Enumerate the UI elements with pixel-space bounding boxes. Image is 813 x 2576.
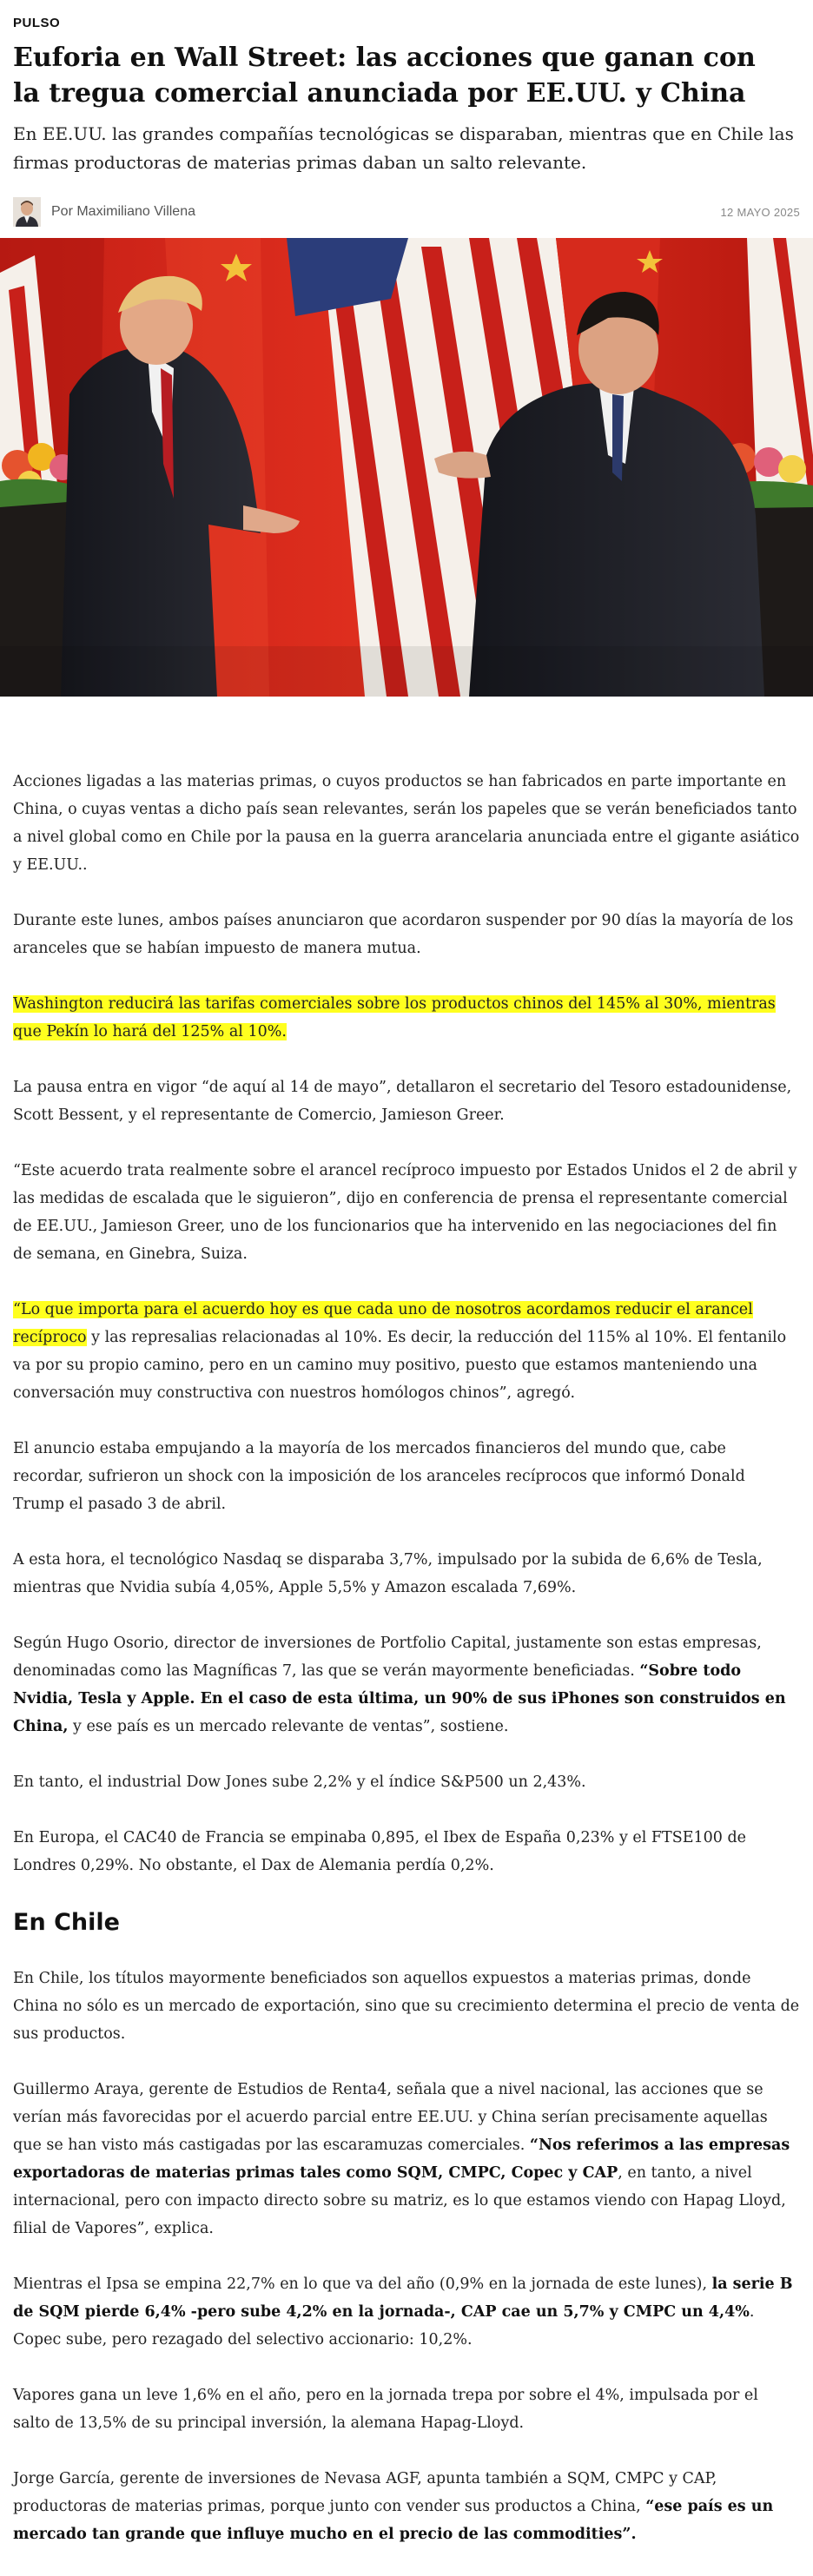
publish-date: 12 MAYO 2025 <box>720 205 800 219</box>
highlighted-quote: “Lo que importa para el acuerdo hoy es que cada uno de nosotros acordamos reducir el arancel recíproco <box>13 1301 753 1346</box>
paragraph-1: Acciones ligadas a las materias primas, o cuyos productos se han fabricados en parte importante en China, o cuyas ventas a dicho país sean relevantes, serán los papeles que se verán beneficiados tanto a nivel global como en Chile por la pausa en la guerra arancelaria anunciada entre el gigante asiático y EE.UU.. <box>13 773 800 874</box>
article-subhead: En EE.UU. las grandes compañías tecnológicas se disparaban, mientras que en Chile las firmas productoras de materias primas daban un salto relevante. <box>13 123 794 173</box>
paragraph-5: “Este acuerdo trata realmente sobre el arancel recíproco impuesto por Estados Unidos el 2 de abril y las medidas de escalada que le siguieron”, dijo en conferencia de prensa el representante comercial de EE.UU., Jamieson Greer, uno de los funcionarios que ha intervenido en las negociaciones del fin de semana, en Ginebra, Suiza. <box>13 1162 797 1263</box>
paragraph-15: Vapores gana un leve 1,6% en el año, pero en la jornada trepa por sobre el 4%, impulsada por el salto de 13,5% de su principal inversión, la alemana Hapag-Lloyd. <box>13 2387 758 2432</box>
paragraph-9 <box>13 1629 800 1740</box>
section-heading-chile: En Chile <box>13 1909 120 1936</box>
paragraph-3 <box>13 990 800 1046</box>
highlighted-text: Washington reducirá las tarifas comerciales sobre los productos chinos del 145% al 30%, mientras que Pekín lo hará del 125% al 10%. <box>13 995 776 1040</box>
paragraph-16-a: Jorge García, gerente de inversiones de Nevasa AGF, apunta también a SQM, CMPC y CAP, productoras de materias primas, porque junto con vender sus productos a China, <box>13 2470 717 2515</box>
paragraph-13-c: , en tanto, a nivel internacional, pero con impacto directo sobre su matriz, es lo que estamos viendo con Hapag Lloyd, filial de Vapores”, explica. <box>13 2164 786 2237</box>
paragraph-13-a: Guillermo Araya, gerente de Estudios de Renta4, señala que a nivel nacional, las acciones que se verían más favorecidas por el acuerdo parcial entre EE.UU. y China serían precisamente aquellas que se han visto más castigadas por las escaramuzas comerciales. <box>13 2081 768 2154</box>
paragraph-7: El anuncio estaba empujando a la mayoría de los mercados financieros del mundo que, cabe recordar, sufrieron un shock con la imposición de los aranceles recíprocos que informó Donald Trump el pasado 3 de abril. <box>13 1440 745 1513</box>
paragraph-11: En Europa, el CAC40 de Francia se empinaba 0,895, el Ibex de España 0,23% y el FTSE100 de Londres 0,29%. No obstante, el Dax de Alemania perdía 0,2%. <box>13 1829 747 1874</box>
paragraph-14-a: Mientras el Ipsa se empina 22,7% en lo que va del año (0,9% en la jornada de este lunes), <box>13 2275 712 2293</box>
paragraph-10: En tanto, el industrial Dow Jones sube 2,2% y el índice S&P500 un 2,43%. <box>13 1773 586 1791</box>
paragraph-6-rest: y las represalias relacionadas al 10%. Es decir, la reducción del 115% al 10%. El fentanilo va por su propio camino, pero en un camino muy positivo, puesto que estamos manteniendo una conversación muy constructiva con nuestros homólogos chinos”, agregó. <box>13 1329 787 1402</box>
hero-image <box>0 238 813 697</box>
paragraph-6 <box>13 1296 800 1407</box>
article-headline: Euforia en Wall Street: las acciones que ganan con la tregua comercial anunciada por EE.UU. y China <box>13 43 756 109</box>
paragraph-9-c: y ese país es un mercado relevante de ventas”, sostiene. <box>68 1718 509 1735</box>
paragraph-13-bold: “Nos referimos a las empresas exportadoras de materias primas tales como SQM, CMPC, Copec y CAP <box>13 2137 790 2182</box>
section-label[interactable]: PULSO <box>13 16 61 30</box>
paragraph-14-bold: la serie B de SQM pierde 6,4% -pero sube 4,2% en la jornada-, CAP cae un 5,7% y CMPC un 4,4% <box>13 2275 793 2321</box>
article-body <box>13 768 800 2576</box>
paragraph-9-a: Según Hugo Osorio, director de inversiones de Portfolio Capital, justamente son estas empresas, denominadas como las Magníficas 7, las que se verán mayormente beneficiadas. <box>13 1635 762 1680</box>
paragraph-13 <box>13 2076 800 2242</box>
byline <box>13 196 800 228</box>
paragraph-16 <box>13 2465 800 2548</box>
author-name[interactable]: Por Maximiliano Villena <box>51 204 195 219</box>
paragraph-2: Durante este lunes, ambos países anunciaron que acordaron suspender por 90 días la mayoría de los aranceles que se habían impuesto de manera mutua. <box>13 912 794 957</box>
paragraph-12: En Chile, los títulos mayormente beneficiados son aquellos expuestos a materias primas, donde China no sólo es un mercado de exportación, sino que su crecimiento determina el precio de venta de sus productos. <box>13 1970 800 2043</box>
paragraph-14 <box>13 2270 800 2354</box>
author-avatar[interactable] <box>13 197 41 227</box>
paragraph-9-bold: “Sobre todo Nvidia, Tesla y Apple. En el caso de esta última, un 90% de sus iPhones son construidos en China, <box>13 1662 786 1735</box>
paragraph-16-bold: “ese país es un mercado tan grande que influye mucho en el precio de las commodities”. <box>13 2498 774 2543</box>
paragraph-8: A esta hora, el tecnológico Nasdaq se disparaba 3,7%, impulsado por la subida de 6,6% de Tesla, mientras que Nvidia subía 4,05%, Apple 5,5% y Amazon escalada 7,69%. <box>13 1551 763 1596</box>
paragraph-14-c: . Copec sube, pero rezagado del selectivo accionario: 10,2%. <box>13 2303 755 2348</box>
paragraph-4: La pausa entra en vigor “de aquí al 14 de mayo”, detallaron el secretario del Tesoro estadounidense, Scott Bessent, y el representante de Comercio, Jamieson Greer. <box>13 1079 792 1124</box>
